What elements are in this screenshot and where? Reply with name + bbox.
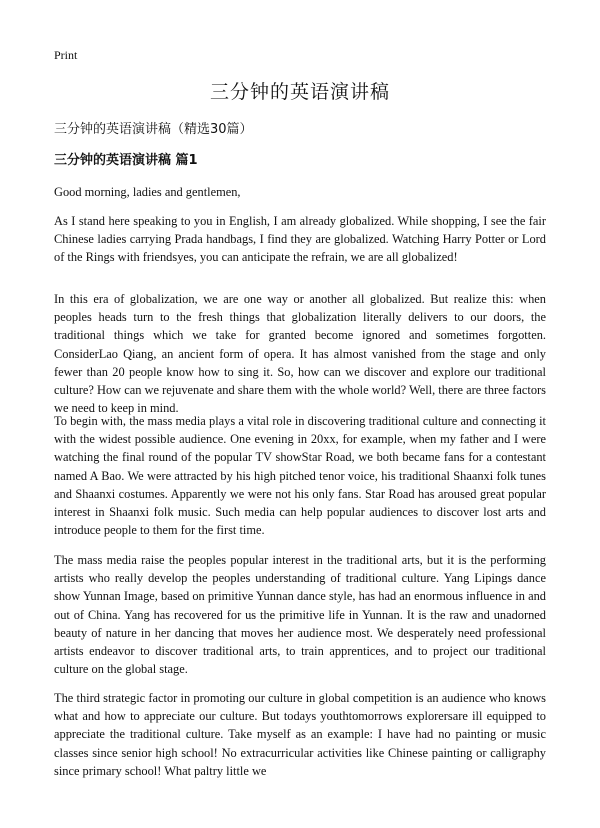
section-heading: 三分钟的英语演讲稿 篇1 [54,153,198,168]
paragraph-performing-artists: The mass media raise the peoples popular interest in the traditional arts, but it is the performing artists who really develop the peoples understanding of traditional culture. Yang Lipings dance show Yunnan Image, based on primitive Yunnan dance style, has had an enormous influence in and out of China. Yang has recovered for us the primitive life in Yunnan. It is the raw and unadorned beauty of nature in her dancing that moves her audience most. We desperately need professional artists endeavor to discover traditional arts, to train apprentices, and to project our traditional culture on the global stage. [54,553,546,677]
paragraph-era-of-globalization: In this era of globalization, we are one way or another all globalized. But realize this: when peoples heads turn to the fresh things that globalization literally delivers to our doors, the traditional things which we take for granted become ignored and sometimes forgotten. ConsiderLao Qiang, an ancient form of opera. It has almost vanished from the stage and only fewer than 20 people know how to sing it. So, how can we discover and explore our traditional culture? How can we rejuvenate and share them with the whole world? Well, there are three factors we need to keep in mind. [54,292,546,416]
document-subtitle: 三分钟的英语演讲稿（精选30篇） [54,122,253,137]
paragraph-globalized: As I stand here speaking to you in English, I am already globalized. While shopping, I see the fair Chinese ladies carrying Prada handbags, I find they are globalized. Watching Harry Potter or Lord of the Rings with friendsyes, you can anticipate the refrain, we are all globalized! [54,214,546,265]
print-label[interactable]: Print [54,48,78,62]
paragraph-mass-media: To begin with, the mass media plays a vital role in discovering traditional culture and connecting it with the widest possible audience. One evening in 20xx, for example, when my father and I were watching the final round of the popular TV showStar Road, we both became fans for a contestant named A Bao. We were attracted by his high pitched tenor voice, his traditional Shaanxi folk tunes and Shaanxi costumes. Apparently we were not his only fans. Star Road has aroused great popular interest in Shaanxi folk music. Such media can help popular audiences to discover lost arts and introduce people to them for the first time. [54,414,546,538]
page-title: 三分钟的英语演讲稿 [209,81,390,103]
paragraph-audience: The third strategic factor in promoting our culture in global competition is an audience who knows what and how to appreciate our culture. But todays youthtomorrows explorersare ill equipped to appreciate the traditional culture. Take myself as an example: I have had no painting or music classes since senior high school! No extracurricular activities like Chinese painting or calligraphy since primary school! What paltry little we [54,691,546,778]
paragraph-greeting: Good morning, ladies and gentlemen, [54,185,241,199]
